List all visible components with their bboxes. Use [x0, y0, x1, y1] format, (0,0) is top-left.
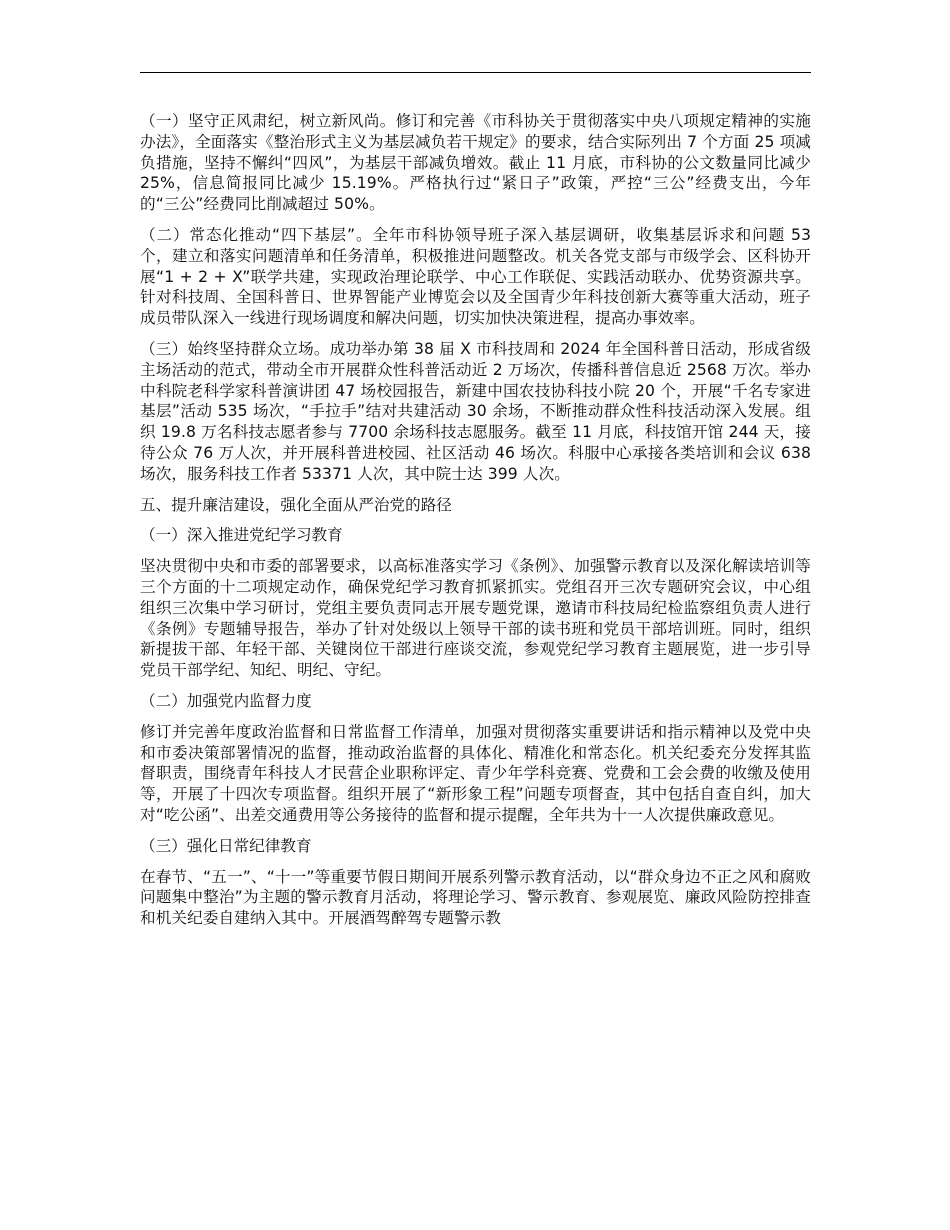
header-rule: [140, 72, 811, 73]
document-body: [140, 111, 811, 939]
paragraph-four-down-grassroots: （二）常态化推动“四下基层”。全年市科协领导班子深入基层调研，收集基层诉求和问题 53 个，建立和落实问题清单和任务清单，积极推进问题整改。机关各党支部与市级学会、区科协开展“1 + 2 + X”联学共建，实现政治理论联学、中心工作联促、实践活动联办、优势资源共享。针对科技周、全国科普日、世界智能产业博览会以及全国青少年科技创新大赛等重大活动，班子成员带队深入一线进行现场调度和解决问题，切实加快决策进程，提高办事效率。: [140, 225, 811, 328]
paragraph-integrity-discipline: （一）坚守正风肃纪，树立新风尚。修订和完善《市科协关于贯彻落实中央八项规定精神的实施办法》，全面落实《整治形式主义为基层减负若干规定》的要求，结合实际列出 7 个方面 25 项减负措施，坚持不懈纠“四风”，为基层干部减负增效。截止 11 月底，市科协的公文数量同比减少 25%，信息简报同比减少 15.19%。严格执行过“紧日子”政策，严控“三公”经费支出，今年的“三公”经费同比削减超过 50%。: [140, 112, 811, 214]
paragraph-internal-supervision: 修订并完善年度政治监督和日常监督工作清单，加强对贯彻落实重要讲话和指示精神以及党中央和市委决策部署情况的监督，推动政治监督的具体化、精准化和常态化。机关纪委充分发挥其监督职责，围绕青年科技人才民营企业职称评定、青少年学科竞赛、党费和工会会费的收缴及使用等，开展了十四次专项监督。组织开展了“新形象工程”问题专项督查，其中包括自查自纠，加大对“吃公函”、出差交通费用等公务接待的监督和提示提醒，全年共为十一人次提供廉政意见。: [140, 722, 811, 824]
subheading-discipline-education: （一）深入推进党纪学习教育: [140, 526, 343, 545]
paragraph-daily-discipline: 在春节、“五一”、“十一”等重要节假日期间开展系列警示教育活动，以“群众身边不正之风和腐败问题集中整治”为主题的警示教育月活动，将理论学习、警示教育、参观展览、廉政风险防控排查和机关纪委自建纳入其中。开展酒驾醉驾专题警示教: [140, 867, 811, 928]
subheading-internal-supervision: （二）加强党内监督力度: [140, 691, 312, 710]
subheading-daily-discipline: （三）强化日常纪律教育: [140, 836, 312, 855]
paragraph-mass-standpoint: （三）始终坚持群众立场。成功举办第 38 届 X 市科技周和 2024 年全国科普日活动，形成省级主场活动的范式，带动全市开展群众性科普活动近 2 万场次，传播科普信息近 2568 万次。举办中科院老科学家科普演讲团 47 场校园报告，新建中国农技协科技小院 20 个，开展“千名专家进基层”活动 535 场次，“手拉手”结对共建活动 30 余场，不断推动群众性科技活动深入发展。组织 19.8 万名科技志愿者参与 7700 余场科技志愿服务。截至 11 月底，科技馆开馆 244 天，接待公众 76 万人次，并开展科普进校园、社区活动 46 场次。科服中心承接各类培训和会议 638 场次，服务科技工作者 53371 人次，其中院士达 399 人次。: [140, 339, 811, 483]
paragraph-discipline-education: 坚决贯彻中央和市委的部署要求，以高标准落实学习《条例》、加强警示教育以及深化解读培训等三个方面的十二项规定动作，确保党纪学习教育抓紧抓实。党组召开三次专题研究会议，中心组组织三次集中学习研讨，党组主要负责同志开展专题党课，邀请市科技局纪检监察组负责人进行《条例》专题辅导报告，举办了针对处级以上领导干部的读书班和党员干部培训班。同时，组织新提拔干部、年轻干部、关键岗位干部进行座谈交流，参观党纪学习教育主题展览，进一步引导党员干部学纪、知纪、明纪、守纪。: [140, 557, 811, 680]
section-heading-five: 五、提升廉洁建设，强化全面从严治党的路径: [140, 495, 452, 514]
